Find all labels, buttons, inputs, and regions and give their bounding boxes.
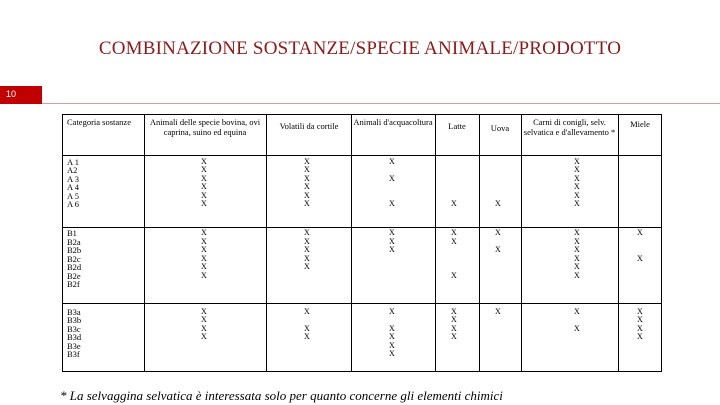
table-mark: X xyxy=(304,199,310,208)
table-mark: X xyxy=(495,228,501,237)
row-label: B2a xyxy=(67,237,81,247)
col-divider xyxy=(618,115,619,371)
table-mark: X xyxy=(389,237,395,246)
table-mark: X xyxy=(389,174,395,183)
row-label: B2b xyxy=(67,245,82,255)
table-mark: X xyxy=(201,157,207,166)
header-category: Categoria sostanze xyxy=(67,117,131,127)
table-mark: X xyxy=(201,245,207,254)
table-mark: X xyxy=(304,237,310,246)
table-mark: X xyxy=(389,324,395,333)
table-mark: X xyxy=(451,237,457,246)
row-label: B2d xyxy=(67,262,82,272)
table-mark: X xyxy=(637,307,643,316)
row-label: B3c xyxy=(67,324,81,334)
col-divider xyxy=(479,115,480,371)
group-rule xyxy=(63,227,661,228)
row-label: B3f xyxy=(67,349,80,359)
header-rule xyxy=(63,155,661,156)
row-label: A 6 xyxy=(67,199,80,209)
row-label: B3a xyxy=(67,307,81,317)
table-mark: X xyxy=(304,245,310,254)
table-mark: X xyxy=(637,324,643,333)
table-mark: X xyxy=(201,307,207,316)
table-mark: X xyxy=(574,182,580,191)
table-mark: X xyxy=(304,254,310,263)
table-mark: X xyxy=(201,324,207,333)
table-mark: X xyxy=(304,332,310,341)
table-mark: X xyxy=(389,228,395,237)
table-mark: X xyxy=(574,165,580,174)
table-mark: X xyxy=(389,307,395,316)
table-mark: X xyxy=(201,174,207,183)
table-mark: X xyxy=(637,315,643,324)
row-label: A2 xyxy=(67,165,78,175)
header-poultry: Volatili da cortile xyxy=(279,121,339,131)
table-mark: X xyxy=(574,157,580,166)
table-mark: X xyxy=(201,315,207,324)
row-label: B2e xyxy=(67,271,81,281)
table-mark: X xyxy=(304,262,310,271)
row-label: B2c xyxy=(67,254,81,264)
table-mark: X xyxy=(201,228,207,237)
table-mark: X xyxy=(574,191,580,200)
table-mark: X xyxy=(574,262,580,271)
table-mark: X xyxy=(574,245,580,254)
row-label: B3b xyxy=(67,315,82,325)
header-eggs: Uova xyxy=(490,123,510,133)
header-honey: Miele xyxy=(630,119,650,129)
table-mark: X xyxy=(389,341,395,350)
table-mark: X xyxy=(574,199,580,208)
table-mark: X xyxy=(304,174,310,183)
table-mark: X xyxy=(574,228,580,237)
col-divider xyxy=(521,115,522,371)
row-label: B2f xyxy=(67,279,80,289)
table-mark: X xyxy=(201,182,207,191)
footnote: * La selvaggina selvatica è interessata solo per quanto concerne gli elementi chimici xyxy=(60,388,503,403)
table-mark: X xyxy=(574,324,580,333)
slide-number: 10 xyxy=(6,89,17,99)
row-label: B3d xyxy=(67,332,82,342)
table-mark: X xyxy=(574,271,580,280)
table-mark: X xyxy=(389,349,395,358)
table-mark: X xyxy=(637,332,643,341)
substance-table xyxy=(62,114,662,372)
table-mark: X xyxy=(201,271,207,280)
table-mark: X xyxy=(637,228,643,237)
table-mark: X xyxy=(574,307,580,316)
row-label: A 4 xyxy=(67,182,80,192)
table-mark: X xyxy=(451,307,457,316)
table-mark: X xyxy=(389,157,395,166)
row-label: B3e xyxy=(67,341,81,351)
table-mark: X xyxy=(304,157,310,166)
table-mark: X xyxy=(637,254,643,263)
table-mark: X xyxy=(389,245,395,254)
table-mark: X xyxy=(304,191,310,200)
row-label: A 3 xyxy=(67,174,80,184)
table-mark: X xyxy=(304,324,310,333)
table-mark: X xyxy=(201,237,207,246)
table-mark: X xyxy=(574,254,580,263)
table-mark: X xyxy=(451,324,457,333)
table-mark: X xyxy=(201,191,207,200)
col-divider xyxy=(435,115,436,371)
table-mark: X xyxy=(451,315,457,324)
table-mark: X xyxy=(201,165,207,174)
table-mark: X xyxy=(201,199,207,208)
table-mark: X xyxy=(389,199,395,208)
table-mark: X xyxy=(451,228,457,237)
table-mark: X xyxy=(304,228,310,237)
header-aquaculture: Animali d'acquacoltura xyxy=(353,117,433,127)
col-divider xyxy=(144,115,145,371)
group-rule xyxy=(63,303,661,304)
header-divider xyxy=(42,103,720,104)
table-mark: X xyxy=(495,199,501,208)
col-divider xyxy=(266,115,267,371)
table-mark: X xyxy=(451,332,457,341)
table-mark: X xyxy=(389,332,395,341)
table-mark: X xyxy=(451,271,457,280)
row-label: B1 xyxy=(67,228,77,238)
table-mark: X xyxy=(201,262,207,271)
table-mark: X xyxy=(304,165,310,174)
header-bar xyxy=(0,86,720,104)
table-mark: X xyxy=(201,332,207,341)
table-mark: X xyxy=(495,245,501,254)
col-divider xyxy=(351,115,352,371)
table-mark: X xyxy=(574,237,580,246)
table-mark: X xyxy=(495,307,501,316)
row-label: A 5 xyxy=(67,191,80,201)
table-mark: X xyxy=(304,182,310,191)
table-mark: X xyxy=(304,307,310,316)
table-mark: X xyxy=(451,199,457,208)
table-mark: X xyxy=(574,174,580,183)
slide-title: COMBINAZIONE SOSTANZE/SPECIE ANIMALE/PRODOTTO xyxy=(98,38,622,59)
header-milk: Latte xyxy=(448,121,466,131)
header-rabbit-game: Carni di conigli, selv. selvatica e d'allevamento * xyxy=(523,117,616,137)
table-mark: X xyxy=(201,254,207,263)
header-bovine: Animali delle specie bovina, ovi caprina, suino ed equina xyxy=(149,117,261,137)
row-label: A 1 xyxy=(67,157,80,167)
